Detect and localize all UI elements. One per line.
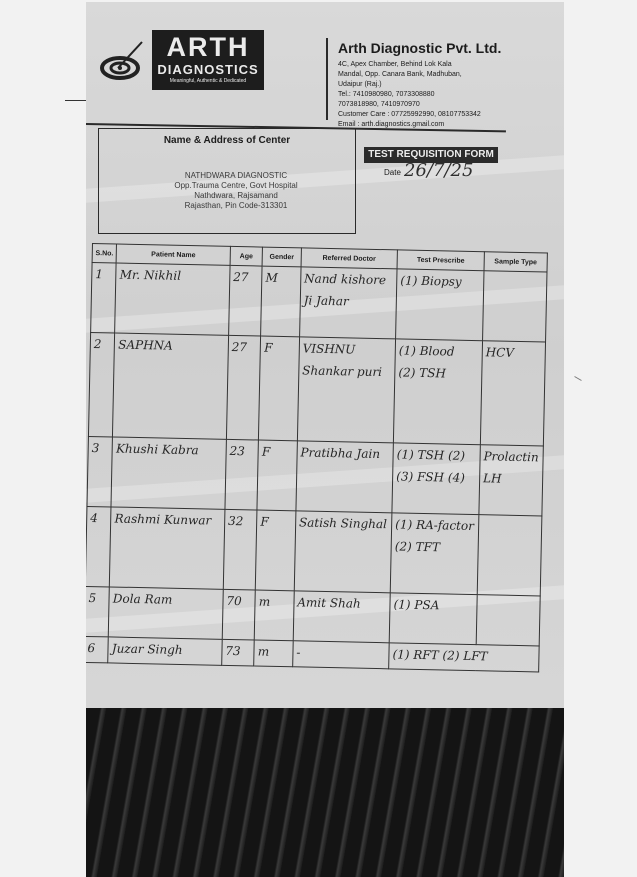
test-line: (1) RA-factor — [395, 517, 475, 534]
scan-artifact-dark-band — [86, 708, 564, 877]
cell-sample — [480, 341, 545, 446]
cell-age: 32 — [223, 509, 257, 590]
doctor-line: Nand kishore — [303, 271, 387, 288]
cell-test — [390, 513, 479, 595]
center-address-box — [98, 128, 356, 234]
cell-sno: 2 — [88, 332, 115, 436]
cell-patient-name: Rashmi Kunwar — [110, 507, 225, 589]
sample-line — [485, 367, 541, 368]
email-line: Email : arth.diagnostics.gmail.com — [338, 121, 445, 128]
cell-age: 27 — [228, 265, 262, 336]
patient-table — [86, 243, 548, 672]
sample-line — [487, 283, 543, 284]
cell-sno: 1 — [91, 263, 117, 333]
header-age: Age — [230, 246, 263, 266]
header-gender: Gender — [262, 247, 301, 267]
cell-sample — [479, 445, 544, 516]
phone-line: 7073818980, 7410970970 — [338, 101, 420, 108]
cell-gender: F — [257, 440, 297, 511]
test-line — [393, 619, 473, 621]
cell-doctor — [293, 591, 390, 643]
cell-gender: m — [254, 640, 293, 667]
sample-line: Prolactin — [483, 449, 539, 465]
cell-test — [389, 593, 477, 645]
header-patient-name: Patient Name — [116, 244, 230, 265]
test-line: (2) TFT — [394, 539, 441, 555]
cell-test — [396, 269, 484, 341]
doctor-line: VISHNU — [302, 341, 356, 357]
sample-line — [480, 607, 536, 608]
cell-age: 73 — [222, 639, 255, 666]
cell-patient-name: Mr. Nikhil — [115, 263, 230, 335]
cell-test — [389, 643, 539, 672]
doctor-line: Ji Jahar — [303, 293, 349, 309]
phone-line: Tel.: 7410980980, 7073308880 — [338, 91, 435, 98]
table-row — [91, 263, 547, 343]
scanned-form-page — [86, 2, 564, 877]
header-divider — [326, 38, 328, 120]
date-value: 26/7/25 — [404, 160, 474, 181]
center-stamp — [161, 171, 311, 211]
sample-line — [482, 527, 538, 528]
test-line: (1) PSA — [393, 597, 440, 613]
cell-gender: m — [255, 590, 295, 641]
cell-sample — [476, 595, 540, 646]
cell-sample — [482, 271, 547, 342]
sample-line: LH — [482, 471, 502, 486]
test-line: (1) Blood — [398, 343, 455, 359]
form-title-banner: TEST REQUISITION FORM — [364, 147, 498, 163]
cell-sno: 5 — [86, 586, 110, 636]
table-row — [86, 506, 542, 596]
cell-sno: 3 — [87, 436, 113, 506]
test-line: (3) FSH (4) — [396, 469, 466, 485]
test-line: (1) RFT (2) LFT — [392, 647, 488, 664]
cell-sno: 6 — [86, 636, 109, 663]
date-label: Date — [384, 168, 401, 177]
address-line: Udaipur (Raj.) — [338, 81, 382, 88]
customer-care-line: Customer Care : 07725992990, 08107753342 — [338, 111, 481, 118]
company-block — [338, 40, 558, 130]
cell-doctor — [292, 641, 389, 669]
header-referred-doctor: Referred Doctor — [301, 248, 398, 269]
cell-age: 70 — [222, 589, 255, 640]
address-line: 4C, Apex Chamber, Behind Lok Kala — [338, 61, 452, 68]
cell-doctor — [299, 267, 397, 339]
doctor-line: - — [296, 645, 301, 660]
target-emblem-icon — [98, 38, 146, 86]
address-line: Mandal, Opp. Canara Bank, Madhuban, — [338, 71, 462, 78]
test-line: (1) TSH (2) — [396, 447, 466, 463]
cell-sample — [477, 515, 542, 596]
cell-patient-name: Khushi Kabra — [111, 437, 226, 509]
table-row — [88, 332, 545, 446]
header-sample-type: Sample Type — [484, 252, 547, 272]
cell-doctor — [296, 441, 394, 513]
doctor-line: Shankar puri — [302, 363, 383, 380]
center-line: Opp.Trauma Centre, Govt Hospital — [174, 181, 298, 190]
cell-test — [393, 339, 482, 445]
doctor-line — [297, 617, 386, 619]
cell-patient-name: SAPHNA — [113, 333, 229, 439]
center-line: Nathdwara, Rajsamand — [194, 191, 278, 200]
cell-sno: 4 — [86, 506, 111, 586]
doctor-line: Satish Singhal — [298, 515, 388, 532]
cell-doctor — [297, 337, 395, 443]
cell-doctor — [294, 511, 392, 593]
company-name: Arth Diagnostic Pvt. Ltd. — [338, 40, 502, 56]
header-test-prescribe: Test Prescribe — [397, 250, 484, 271]
logo-bottom-text: DIAGNOSTICS — [157, 62, 259, 77]
logo-tagline: Meaningful, Authentic & Dedicated — [169, 78, 247, 84]
margin-mark-right — [574, 376, 581, 381]
doctor-line — [299, 537, 388, 539]
center-line: NATHDWARA DIAGNOSTIC — [184, 171, 288, 180]
doctor-line — [300, 467, 389, 469]
cell-gender: F — [256, 510, 296, 591]
cell-gender: F — [259, 336, 300, 441]
cell-test — [392, 443, 480, 515]
cell-patient-name: Juzar Singh — [108, 637, 222, 665]
doctor-line: Amit Shah — [297, 595, 361, 611]
table-row — [87, 436, 543, 516]
cell-gender: M — [261, 266, 301, 337]
cell-patient-name: Dola Ram — [109, 587, 224, 639]
test-line — [400, 295, 480, 297]
sample-line: HCV — [485, 345, 515, 360]
cell-age: 27 — [226, 335, 261, 440]
center-box-title: Name & Address of Center — [163, 135, 291, 146]
doctor-line: Pratibha Jain — [300, 445, 381, 462]
logo-top-text: ARTH — [166, 32, 250, 62]
test-line: (2) TSH — [398, 365, 447, 381]
arth-logo — [152, 30, 264, 90]
test-line: (1) Biopsy — [400, 273, 462, 289]
center-line: Rajasthan, Pin Code-313301 — [184, 201, 288, 210]
cell-age: 23 — [225, 439, 259, 510]
header-sno: S.No. — [92, 244, 117, 264]
